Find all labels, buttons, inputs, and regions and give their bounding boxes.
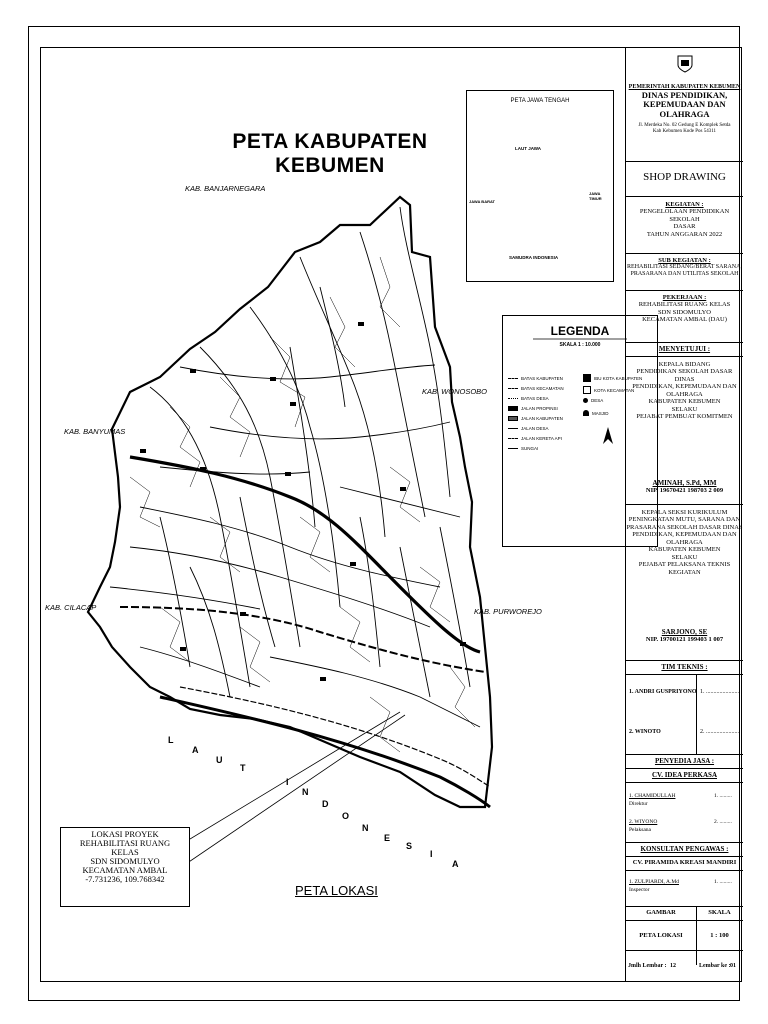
jumlah-lembar-value: 12 — [670, 963, 676, 969]
legend-item — [508, 396, 549, 401]
jumlah-lembar-label: Jmlh Lembar : — [628, 963, 667, 969]
tb-approver-1 — [626, 357, 743, 505]
legend-label: JALAN KABUPATEN — [521, 416, 563, 421]
label-wonosobo: KAB. WONOSOBO — [422, 387, 488, 396]
gambar-value: PETA LOKASI — [639, 932, 683, 939]
sea-letter: U — [216, 755, 223, 765]
tb-address1: Jl. Merdeka No. 02 Gedung E Komplek Setda — [638, 122, 731, 128]
pekerjaan-line: KECAMATAN AMBAL (DAU) — [642, 316, 727, 324]
sea-letter: E — [384, 833, 391, 843]
gambar-label: GAMBAR — [646, 909, 676, 916]
legend-label: BATAS KABUPATEN — [521, 376, 563, 381]
approver2-line: PEJABAT PELAKSANA TEKNIS KEGIATAN — [638, 561, 731, 576]
approver1-line: PENDIDIKAN, KEPEMUDAAN DAN OLAHRAGA — [632, 383, 737, 398]
village-boundaries — [130, 257, 475, 752]
tb-header — [626, 47, 743, 162]
tb-approver-2 — [626, 505, 743, 661]
sub-kegiatan-line: REHABILITASI SEDANG/BERAT SARANA, — [627, 264, 742, 271]
legend-swatch — [508, 406, 518, 411]
label-banyumas: KAB. BANYUMAS — [64, 427, 126, 436]
legend-label: DESA — [591, 398, 604, 403]
tb-gambar-skala-values — [626, 921, 743, 951]
tb-tim-teknis-row — [626, 675, 743, 755]
sea-letter: N — [302, 787, 309, 797]
project-location-box — [60, 827, 190, 907]
skala-value: 1 : 100 — [710, 932, 729, 939]
legend-item — [508, 386, 564, 391]
approver1-name: AMINAH, S.Pd, MM — [652, 478, 717, 487]
legend-item — [583, 398, 603, 403]
tb-gambar-skala-header — [626, 907, 743, 921]
legend-label: SUNGAI — [521, 446, 539, 451]
tb-org-line1: PEMERINTAH KABUPATEN KEBUMEN — [628, 83, 741, 90]
konsultan-label: KONSULTAN PENGAWAS : — [640, 845, 729, 853]
road-network — [110, 207, 480, 727]
tb-penyedia-people — [626, 783, 743, 843]
tb-org-line3: KEPEMUDAAN DAN OLAHRAGA — [643, 99, 726, 120]
kegiatan-line: TAHUN ANGGARAN 2022 — [646, 230, 723, 238]
approver2-name: SARJONO, SE — [661, 628, 708, 637]
tb-penyedia-company — [626, 769, 743, 783]
tim-teknis-divider — [696, 675, 697, 755]
tim-teknis-sign: 2. ...................... — [700, 729, 739, 735]
sea-letter: T — [240, 763, 246, 773]
legend-item — [508, 426, 549, 431]
location-line: KECAMATAN AMBAL — [82, 864, 168, 875]
approver1-nip: NIP. 19670421 198703 2 009 — [645, 486, 724, 494]
coastline-band — [180, 687, 490, 787]
approver2-line: KABUPATEN KEBUMEN — [648, 546, 721, 554]
legend-item — [508, 406, 558, 411]
konsultan-sign: 1. ......... — [714, 879, 732, 885]
sea-letter: O — [342, 811, 350, 821]
approver1-line: KEPALA BIDANG — [658, 361, 711, 368]
legend-swatch — [508, 438, 518, 439]
label-banjarnegara: KAB. BANJARNEGARA — [185, 184, 266, 193]
approver2-nip: NIP. 19700121 199403 1 007 — [645, 636, 724, 644]
drawing-type-label: SHOP DRAWING — [643, 171, 726, 183]
inset-north-label: LAUT JAWA — [515, 146, 542, 151]
legend-swatch — [508, 448, 518, 449]
legend-item — [583, 410, 609, 416]
legend-title: LEGENDA — [550, 324, 610, 338]
legend-swatch — [508, 388, 518, 389]
legend-label: JALAN KERETA API — [521, 436, 562, 441]
approver1-line: KABUPATEN KEBUMEN — [648, 398, 721, 406]
inset-west-label: JAWA BARAT — [469, 199, 495, 204]
legend-item — [508, 376, 563, 381]
capital-icon — [583, 374, 591, 382]
legend-label: BATAS KECAMATAN — [521, 386, 564, 391]
sea-letter: L — [168, 735, 174, 745]
konsultan-company: CV. PIRAMIDA KREASI MANDIRI — [632, 859, 737, 866]
menyetujui-label: MENYETUJUI : — [658, 345, 711, 353]
legend-swatch — [508, 398, 518, 399]
peta-lokasi-caption: PETA LOKASI — [295, 883, 378, 898]
tb-drawing-type — [626, 162, 743, 197]
legend-label: JALAN DESA — [521, 426, 549, 431]
approver1-line: PENDIDIKAN SEKOLAH DASAR DINAS — [636, 368, 733, 383]
pekerjaan-line: REHABILITASI RUANG KELAS — [638, 301, 731, 309]
legend-label: BATAS DESA — [521, 396, 549, 401]
legend-label: KOTA KECAMATAN — [594, 387, 635, 393]
penyedia-role: Direktur — [629, 801, 648, 807]
sea-letter: S — [406, 841, 413, 851]
penyedia-name: 1. CHAMIDULLAH — [629, 793, 676, 799]
sea-letter: D — [322, 799, 329, 809]
penyedia-sign: 1. ......... — [714, 793, 732, 799]
legend-label: JALAN PROPINSI — [521, 406, 558, 411]
tim-teknis-label: TIM TEKNIS : — [661, 663, 708, 671]
tb-sheet-count — [626, 951, 743, 982]
konsultan-name: 1. ZULPIARDI, A.Md — [629, 879, 679, 885]
pekerjaan-line: SDN SIDOMULYO — [658, 308, 711, 316]
tb-konsultan-person — [626, 871, 743, 907]
legend-label: IBU KOTA KABUPATEN — [594, 375, 643, 381]
sea-letter: N — [362, 823, 369, 833]
legend-scale: SKALA 1 : 10.000 — [559, 342, 601, 348]
konsultan-role: Inspector — [629, 887, 650, 893]
district-outline — [88, 197, 492, 807]
sea-letter: A — [192, 745, 199, 755]
penyedia-label: PENYEDIA JASA : — [654, 757, 715, 765]
inset-title: PETA JAWA TENGAH — [510, 98, 570, 104]
village-icon — [583, 398, 588, 403]
tb-org-line2: DINAS PENDIDIKAN, — [641, 89, 728, 100]
sea-letter: I — [286, 777, 289, 787]
approver2-line: PRASARANA SEKOLAH DASAR DINAS — [626, 523, 743, 531]
lembar-ke-label: Lembar ke : — [699, 963, 731, 969]
location-line: KELAS — [111, 846, 139, 857]
legend-swatch — [508, 416, 518, 421]
approver2-line: PENINGKATAN MUTU, SARANA DAN — [628, 516, 741, 524]
tb-penyedia-header — [626, 755, 743, 769]
label-purworejo: KAB. PURWOREJO — [474, 607, 542, 616]
kegiatan-line: PENGELOLAAN PENDIDIKAN SEKOLAH — [639, 208, 730, 223]
district-town-icon — [583, 386, 591, 394]
lembar-ke-value: 01 — [730, 963, 736, 969]
sub-kegiatan-label: SUB KEGIATAN : — [658, 257, 711, 264]
legend-swatch — [508, 378, 518, 379]
sea-letter: I — [430, 849, 433, 859]
tim-teknis-sign: 1. ...................... — [700, 689, 739, 695]
sub-kegiatan-line: PRASARANA DAN UTILITAS SEKOLAH — [630, 271, 739, 278]
label-cilacap: KAB. CILACAP — [45, 603, 97, 612]
tim-teknis-name: 1. ANDRI GUSPRIYONO — [629, 689, 697, 695]
kebumen-crest-icon — [677, 55, 693, 73]
legend-item — [508, 416, 563, 421]
approver2-line: KEPALA SEKSI KURIKULUM — [641, 509, 728, 516]
approver1-line: PEJABAT PEMBUAT KOMITMEN — [636, 413, 733, 421]
legend-swatch — [508, 428, 518, 429]
kegiatan-line: DASAR — [673, 223, 696, 231]
approver2-line: SELAKU — [671, 553, 698, 561]
pekerjaan-label: PEKERJAAN : — [662, 294, 707, 301]
inset-map-central-java — [466, 90, 614, 282]
location-line: -7.731236, 109.768342 — [85, 873, 165, 884]
location-line: SDN SIDOMULYO — [90, 855, 160, 866]
tim-teknis-name: 2. WINOTO — [629, 729, 661, 735]
inset-east-label: JAWA TIMUR — [589, 191, 602, 201]
tb-pekerjaan — [626, 291, 743, 343]
legend-item — [508, 446, 538, 451]
penyedia-sign: 2. ......... — [714, 819, 732, 825]
title-block — [625, 47, 742, 982]
sea-letter: A — [452, 859, 459, 869]
north-arrow-icon — [598, 426, 618, 446]
location-line: REHABILITASI RUANG — [79, 837, 171, 848]
legend-item — [508, 436, 562, 441]
legend-label: MASJID — [592, 410, 609, 416]
tb-menyetujui-header — [626, 343, 743, 357]
penyedia-role: Pelaksana — [629, 827, 651, 833]
inset-south-label: SAMUDRA INDONESIA — [509, 255, 559, 260]
tb-kegiatan — [626, 197, 743, 254]
approver2-line: PENDIDIKAN, KEPEMUDAAN DAN OLAHRAGA — [632, 531, 737, 546]
kegiatan-label: KEGIATAN : — [665, 201, 704, 208]
approver1-line: SELAKU — [671, 405, 698, 413]
mosque-icon — [583, 410, 589, 416]
map-title: PETA KABUPATEN KEBUMEN — [232, 130, 428, 177]
skala-label: SKALA — [708, 909, 731, 916]
penyedia-name: 2. WIYONO — [629, 819, 658, 825]
location-line: LOKASI PROYEK — [91, 829, 159, 839]
penyedia-company: CV. IDEA PERKASA — [651, 771, 718, 779]
tb-konsultan-header — [626, 843, 743, 857]
tb-sub-kegiatan — [626, 254, 743, 291]
tb-konsultan-company — [626, 857, 743, 871]
tb-address2: Kab Kebumen Kode Pos 54311 — [652, 128, 717, 134]
tb-tim-teknis-header — [626, 661, 743, 675]
